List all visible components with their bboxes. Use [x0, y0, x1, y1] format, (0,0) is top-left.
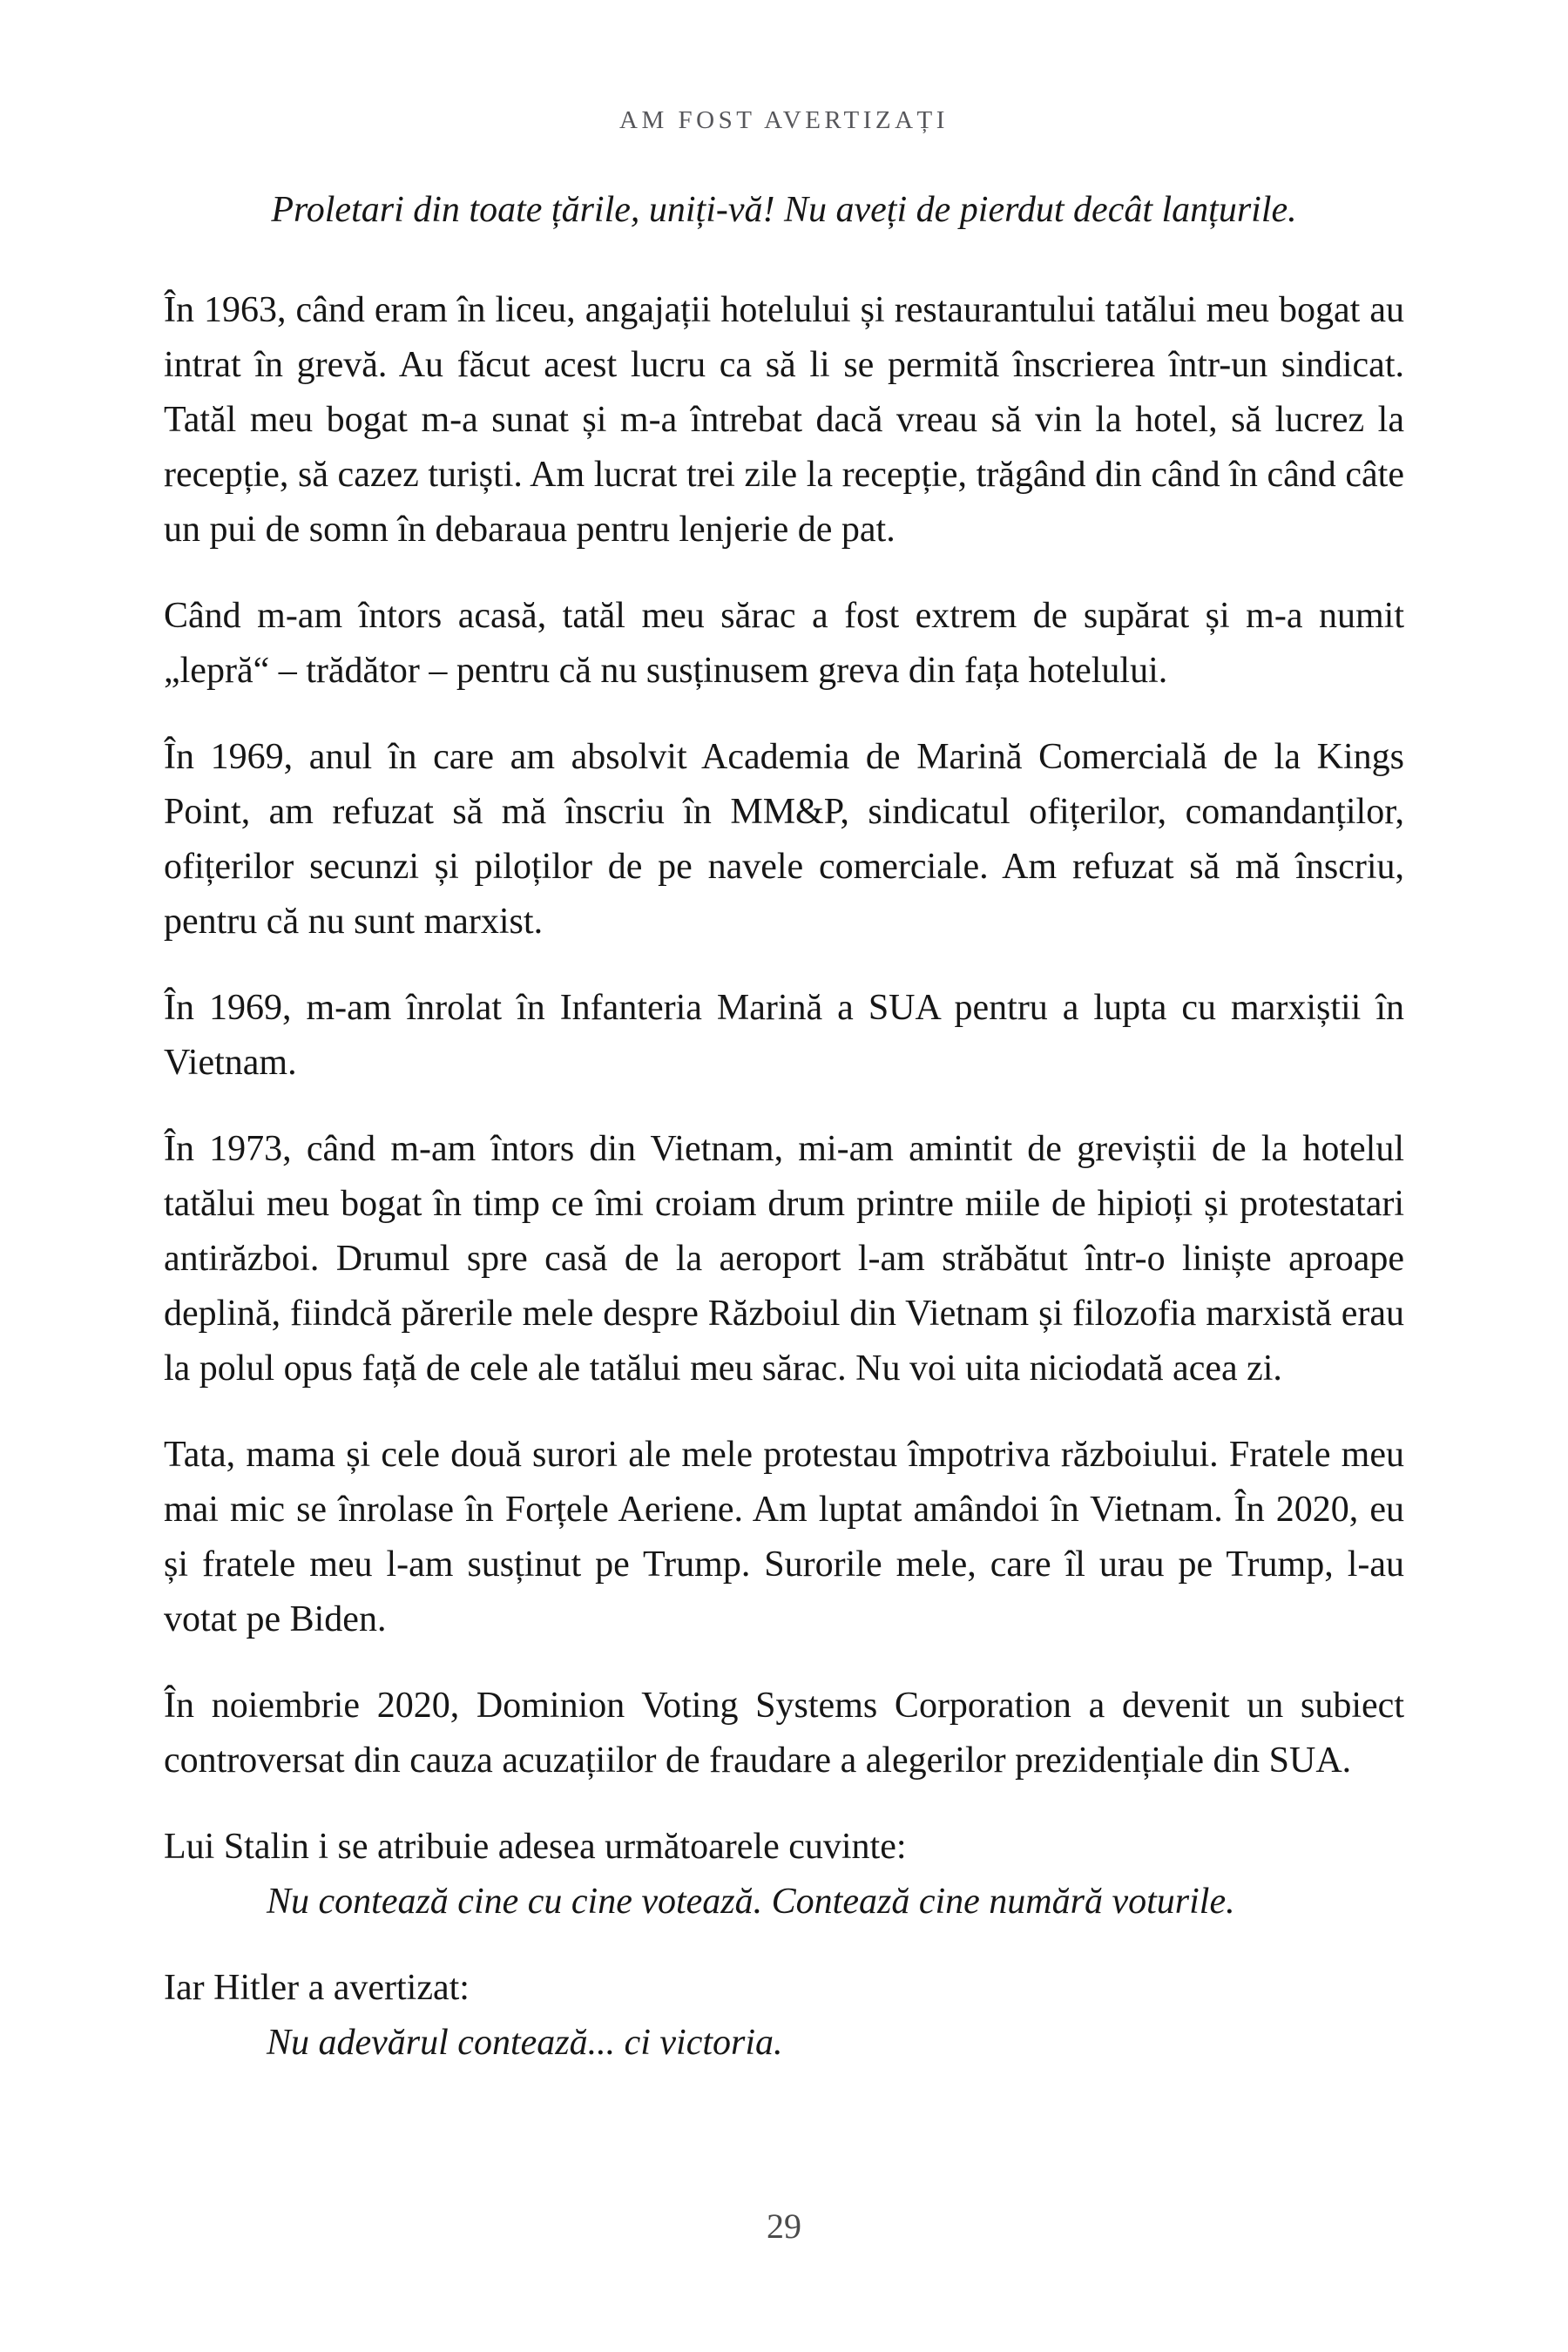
stalin-quote-lead-in: Lui Stalin i se atribuie adesea următoarele cuvinte:: [164, 1827, 907, 1867]
paragraph-family-politics: Tata, mama și cele două surori ale mele protestau împotriva războiului. Fratele meu mai mic se înrolase în Forțele Aeriene. Am luptat amândoi în Vietnam. În 2020, eu și fratele meu l-am susținut pe Trump. Surorile mele, care îl urau pe Trump, l-au votat pe Biden.: [164, 1435, 1404, 1639]
paragraph-1969-academy: În 1969, anul în care am absolvit Academia de Marină Comercială de la Kings Point, am refuzat să mă înscriu în MM&P, sindicatul ofițerilor, comandanților, ofițerilor secunzi și piloților de pe navele comerciale. Am refuzat să mă înscriu, pentru că nu sunt marxist.: [164, 737, 1404, 942]
text-column: [164, 136, 1404, 2071]
hitler-quote-lead-in: Iar Hitler a avertizat:: [164, 1968, 470, 2008]
paragraph-1963-strike: În 1963, când eram în liceu, angajații hotelului și restaurantului tatălui meu bogat au intrat în grevă. Au făcut acest lucru ca să li se permită înscrierea într-un sindicat. Tatăl meu bogat m-a sunat și m-a întrebat dacă vreau să vin la hotel, să lucrez la recepție, să cazez turiști. Am lucrat trei zile la recepție, trăgând din când în când câte un pui de somn în debaraua pentru lenjerie de pat.: [164, 290, 1404, 550]
epigraph: Proletari din toate țările, uniți-vă! Nu aveți de pierdut decât lanțurile.: [271, 190, 1297, 230]
paragraph-dominion-2020: În noiembrie 2020, Dominion Voting Systems Corporation a devenit un subiect controversat din cauza acuzațiilor de fraudare a alegerilor prezidențiale din SUA.: [164, 1686, 1404, 1781]
paragraph-return-home: Când m-am întors acasă, tatăl meu sărac a fost extrem de supărat și m-a numit „lepră“ – trădător – pentru că nu susținusem greva din fața hotelului.: [164, 596, 1404, 691]
stalin-quote: Nu contează cine cu cine votează. Contează cine numără voturile.: [267, 1882, 1235, 1922]
page-number: 29: [767, 2207, 801, 2246]
running-head: AM FOST AVERTIZAȚI: [619, 106, 949, 134]
paragraph-1969-marines: În 1969, m-am înrolat în Infanteria Marină a SUA pentru a lupta cu marxiștii în Vietnam.: [164, 988, 1404, 1083]
paragraph-1973-vietnam-return: În 1973, când m-am întors din Vietnam, mi-am amintit de greviștii de la hotelul tatălui meu bogat în timp ce îmi croiam drum printre miile de hipioți și protestatari antirăzboi. Drumul spre casă de la aeroport l-am străbătut într-o liniște aproape deplină, fiindcă părerile mele despre Războiul din Vietnam și filozofia marxistă erau la polul opus față de cele ale tatălui meu sărac. Nu voi uita niciodată acea zi.: [164, 1129, 1404, 1389]
hitler-quote: Nu adevărul contează... ci victoria.: [267, 2023, 783, 2063]
